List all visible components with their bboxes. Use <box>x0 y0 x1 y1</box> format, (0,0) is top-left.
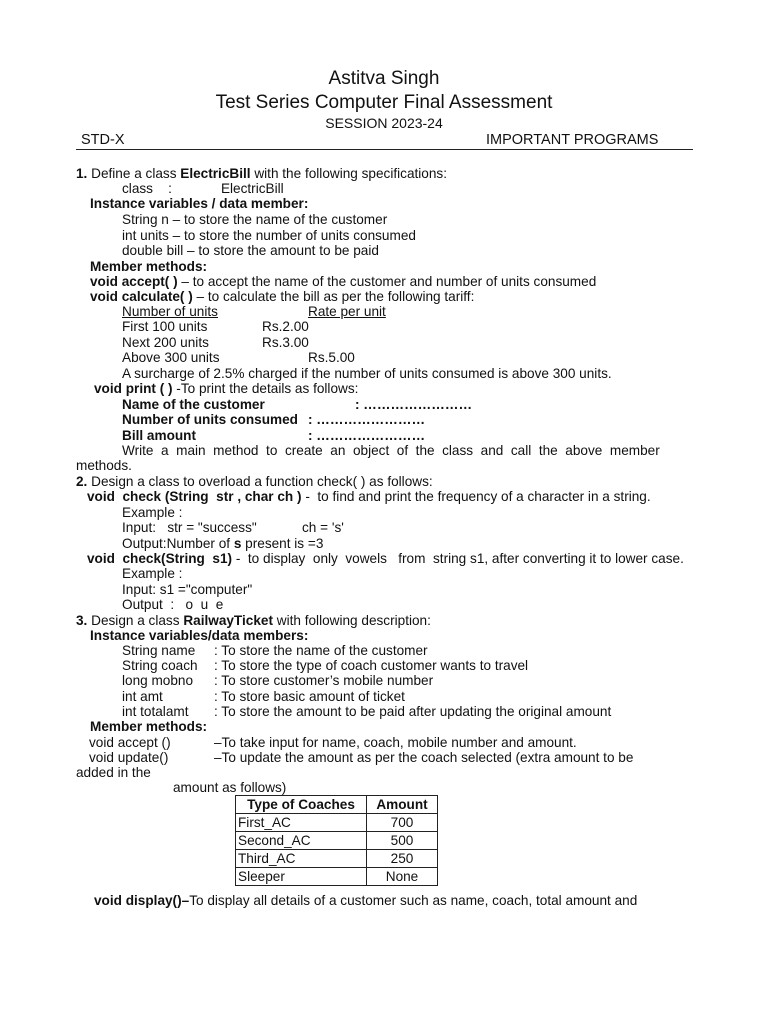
q2-method-2-description: - to display only vowels from string s1, after converting it to lower case. <box>232 551 684 566</box>
q2-number: 2. <box>76 474 88 489</box>
table-cell-coach: Second_AC <box>236 832 367 850</box>
q2-example-1-output <box>122 536 323 552</box>
table-cell-amount: None <box>367 868 438 886</box>
q3-var-desc-5: : To store the amount to be paid after updating the original amount <box>214 704 612 719</box>
q1-intro-post: with the following specifications: <box>250 166 447 181</box>
q3-var-name-5: int totalamt <box>122 704 189 719</box>
q3-accept-description: –To take input for name, coach, mobile number and amount. <box>214 735 577 750</box>
tariff-header-rate: Rate per unit <box>308 304 386 319</box>
author-name: Astitva Singh <box>328 68 440 89</box>
q2-method-1-line <box>87 489 651 505</box>
q2-example-1-input: Input: str = "success" ch = 's' <box>122 520 344 535</box>
table-cell-coach: Third_AC <box>236 850 367 868</box>
output-dots-units: : …………………… <box>308 412 426 427</box>
q3-var-name-3: long mobno <box>122 673 194 688</box>
tariff-header-units: Number of units <box>122 304 218 319</box>
table-cell-amount: 500 <box>367 832 438 850</box>
q1-classname: ElectricBill <box>180 166 251 181</box>
output-label-bill: Bill amount <box>122 428 197 443</box>
q2-example-1-label: Example : <box>122 505 183 520</box>
q2-output-char: s <box>233 536 242 551</box>
q2-output-pre: Output:Number of <box>122 536 234 551</box>
tariff-units-3: Above 300 units <box>122 350 220 365</box>
q3-var-name-2: String coach <box>122 658 198 673</box>
q3-var-name-1: String name <box>122 643 196 658</box>
table-header-row <box>236 796 438 814</box>
q3-display-signature: void display()– <box>94 893 190 908</box>
q1-print-description: -To print the details as follows: <box>172 381 359 396</box>
tariff-units-1: First 100 units <box>122 319 208 334</box>
table-header-coach: Type of Coaches <box>236 796 367 814</box>
q1-main-line-1: Write a main method to create an object of the class and call the above member <box>122 443 660 458</box>
output-dots-name: : …………………… <box>355 397 473 412</box>
table-cell-amount: 250 <box>367 850 438 868</box>
q3-display-line <box>94 893 637 909</box>
table-row <box>236 814 438 832</box>
q2-output-post: present is =3 <box>241 536 324 551</box>
table-cell-coach: First_AC <box>236 814 367 832</box>
output-label-name: Name of the customer <box>122 397 265 412</box>
q1-accept-signature: void accept( ) <box>90 274 178 289</box>
q2-intro <box>76 474 433 490</box>
q1-calculate-line <box>90 289 474 305</box>
q1-calculate-signature: void calculate( ) <box>90 289 193 304</box>
q1-number: 1. <box>76 166 88 181</box>
q2-example-2-input: Input: s1 ="computer" <box>122 582 253 597</box>
q1-var-2: int units – to store the number of units consumed <box>122 228 416 243</box>
q1-accept-description: – to accept the name of the customer and number of units consumed <box>177 274 597 289</box>
q1-instance-heading: Instance variables / data member: <box>90 196 309 211</box>
q3-var-desc-4: : To store basic amount of ticket <box>214 689 405 704</box>
table-cell-coach: Sleeper <box>236 868 367 886</box>
q3-accept-signature: void accept () <box>89 735 171 750</box>
q3-update-continuation: added in the <box>76 765 151 780</box>
header-rule <box>76 149 693 150</box>
q3-display-description: To display all details of a customer such as name, coach, total amount and <box>189 893 638 908</box>
q2-method-2-signature: void check(String s1) <box>87 551 233 566</box>
std-label: STD-X <box>81 132 125 148</box>
q1-intro <box>76 166 447 182</box>
q3-intro-post: with following description: <box>272 613 431 628</box>
session-label: SESSION 2023-24 <box>325 115 443 131</box>
q3-var-desc-2: : To store the type of coach customer wants to travel <box>214 658 529 673</box>
q1-var-3: double bill – to store the amount to be paid <box>122 243 379 258</box>
q1-methods-heading: Member methods: <box>90 259 208 274</box>
q3-var-name-4: int amt <box>122 689 163 704</box>
table-cell-amount: 700 <box>367 814 438 832</box>
table-row <box>236 832 438 850</box>
q1-accept-line <box>90 274 596 290</box>
table-row <box>236 868 438 886</box>
q1-intro-pre: Define a class <box>91 166 181 181</box>
q2-example-2-output: Output : o u e <box>122 597 224 612</box>
q3-update-continuation-2: amount as follows) <box>173 780 287 795</box>
q3-update-signature: void update() <box>89 750 169 765</box>
tariff-units-2: Next 200 units <box>122 335 209 350</box>
tariff-rate-1: Rs.2.00 <box>262 319 309 334</box>
q3-var-desc-1: : To store the name of the customer <box>214 643 428 658</box>
coach-amount-table <box>235 795 438 886</box>
q1-main-line-2: methods. <box>76 458 132 473</box>
q2-intro-text: Design a class to overload a function check( ) as follows: <box>91 474 433 489</box>
q1-calculate-description: – to calculate the bill as per the following tariff: <box>192 289 475 304</box>
q3-number: 3. <box>76 613 88 628</box>
q1-print-line <box>94 381 358 397</box>
q3-classname: RailwayTicket <box>183 613 273 628</box>
tariff-rate-2: Rs.3.00 <box>262 335 309 350</box>
category-label: IMPORTANT PROGRAMS <box>486 132 659 148</box>
q3-instance-heading: Instance variables/data members: <box>90 628 309 643</box>
tariff-rate-3: Rs.5.00 <box>308 350 355 365</box>
q3-update-description: –To update the amount as per the coach selected (extra amount to be <box>214 750 634 765</box>
q2-method-1-signature: void check (String str , char ch ) <box>87 489 302 504</box>
q3-var-desc-3: : To store customer’s mobile number <box>214 673 434 688</box>
table-header-amount: Amount <box>367 796 438 814</box>
q2-method-2-line <box>87 551 684 567</box>
q2-example-2-label: Example : <box>122 566 183 581</box>
q1-print-signature: void print ( ) <box>94 381 173 396</box>
q3-intro-pre: Design a class <box>91 613 184 628</box>
output-label-units: Number of units consumed <box>122 412 298 427</box>
q1-var-1: String n – to store the name of the customer <box>122 212 388 227</box>
q1-class-line: class : ElectricBill <box>122 181 284 196</box>
q3-methods-heading: Member methods: <box>90 719 208 734</box>
output-dots-bill: : …………………… <box>308 428 426 443</box>
q1-surcharge: A surcharge of 2.5% charged if the number of units consumed is above 300 units. <box>122 366 612 381</box>
q3-intro <box>76 613 431 629</box>
table-row <box>236 850 438 868</box>
document-title: Test Series Computer Final Assessment <box>215 92 553 113</box>
q2-method-1-description: - to find and print the frequency of a character in a string. <box>301 489 651 504</box>
